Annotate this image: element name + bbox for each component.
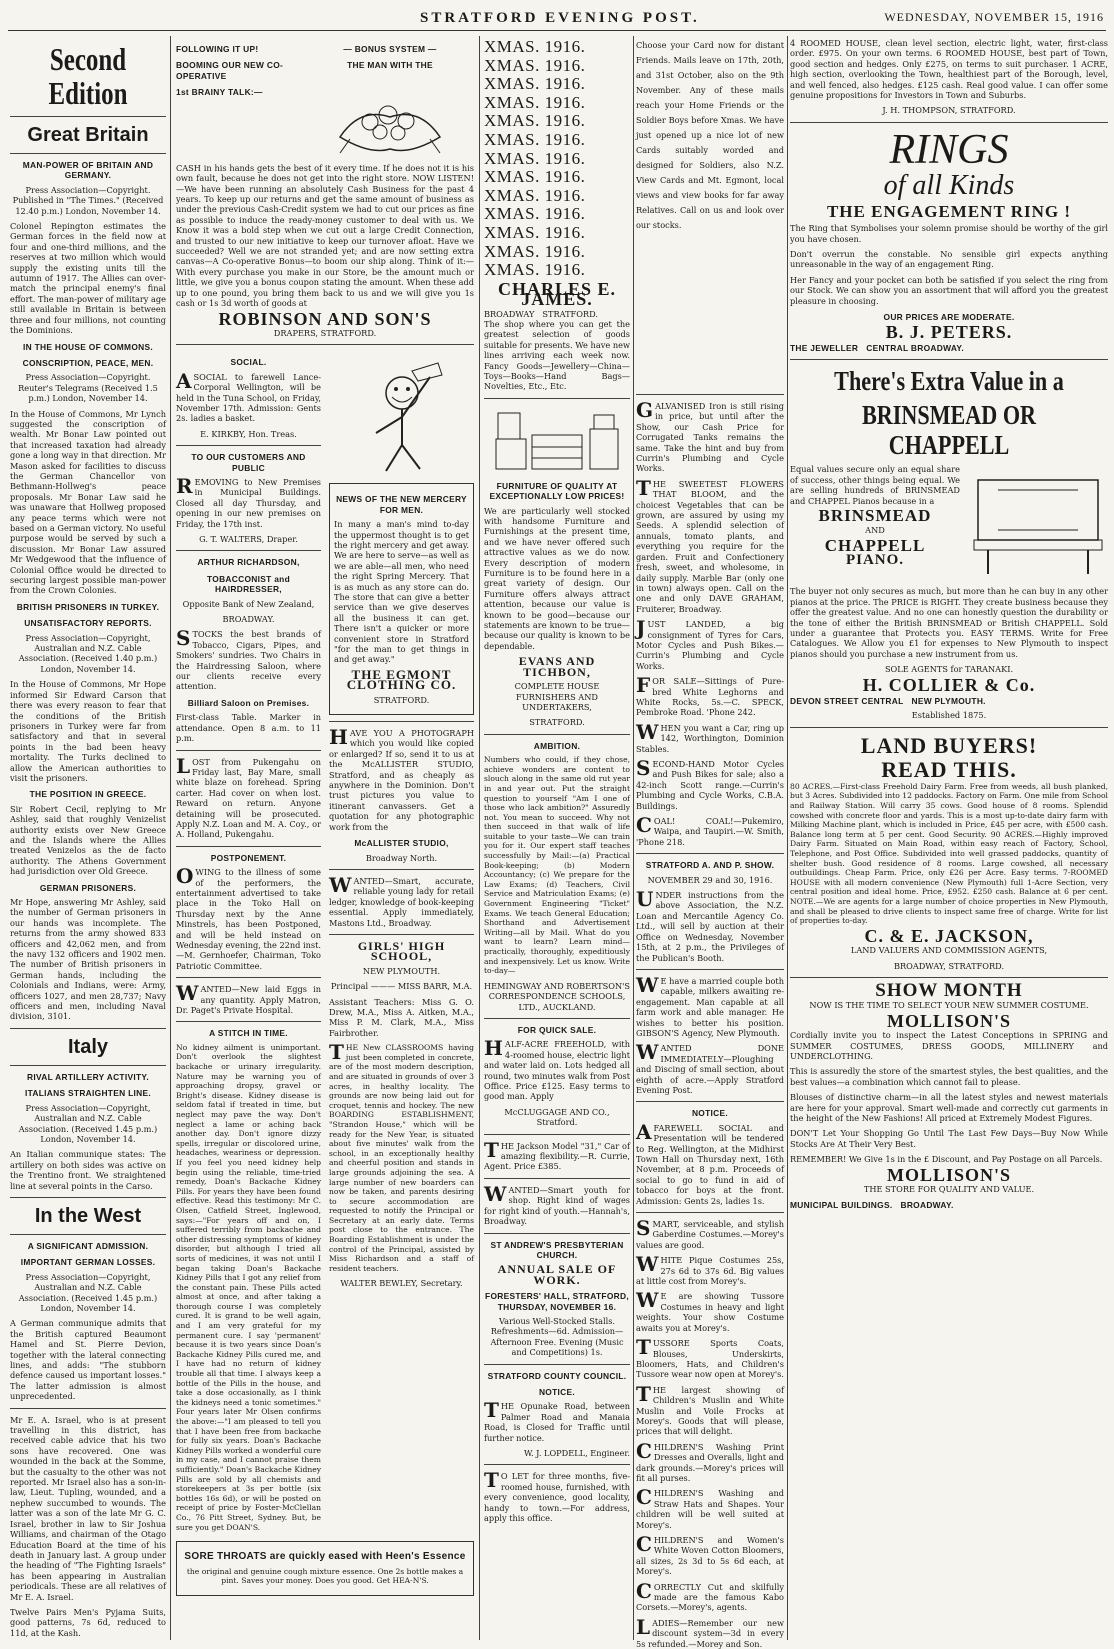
address: STRATFORD. <box>373 694 430 705</box>
classified: THE SWEETEST FLOWERS THAT BLOOM, and the choicest Vegetables that can be grown, are assured by using my Seeds. A splendid selection of annuals, tomato plants, and everything you require for the garden. Fruit and Confectionery fresh, sweet, and wholesome, in daily supply. Marble Bar (only one in town) always open. Call on the one and only DAVE GRAHAM, Fruiterer, Broadway. <box>636 475 784 614</box>
ad-heading: SORE THROATS are quickly eased with Heen's Essence <box>184 1551 466 1563</box>
headline: A STITCH IN TIME. <box>209 1028 288 1039</box>
divider <box>484 1233 630 1234</box>
classified: THE largest showing of Children's Muslin and White Muslin and Voile Frocks at Morey's. Goods that will please, prices that will delight. <box>636 1381 784 1437</box>
divider <box>329 869 474 870</box>
classified: TUSSORE Sports Coats, Blouses, Underskirts, Bloomers, Hats, and Children's Tussore wear now open at Morey's. <box>636 1335 784 1380</box>
divider <box>636 969 784 970</box>
address: CENTRAL BROADWAY. <box>866 342 964 353</box>
ad-body: First-class Table. Marker in attendance. Open 8 a.m. to 11 p.m. <box>176 712 321 744</box>
ad-body: This is assuredly the store of the smartest styles, the best qualities, and the best values—a combination which cannot fail to please. <box>790 1066 1108 1087</box>
ad-heading: NEWS OF THE NEW MERCERY FOR MEN. <box>336 494 467 515</box>
headline: THE POSITION IN GREECE. <box>29 789 147 800</box>
ad-body: Blouses of distinctive charm—in all the latest styles and newest materials are here for your approval. Smart well-made and correctly cut garments in the height of the New Fashions! All priced at Extremely Modest Figures. <box>790 1092 1108 1123</box>
classified: TO LET for three months, five-roomed house, furnished, with every convenience, good locality, handy to town.—For address, apply this office. <box>484 1468 630 1524</box>
divider <box>790 359 1108 360</box>
classified: CORRECTLY Cut and skilfully made are the famous Kabo Corsets.—Morey's, agents. <box>636 1578 784 1613</box>
rings-wordmark-sub: of all Kinds <box>883 169 1015 201</box>
ad-body: The Ring that Symbolises your solemn promise should be worthy of the girl you have chosen. <box>790 223 1108 244</box>
ad-heading: BRINSMEAD OR CHAPPELL <box>861 400 1037 461</box>
furniture-illustration <box>492 405 622 475</box>
ad-heading: THE MAN WITH THE <box>347 60 433 71</box>
article-body: Mr E. A. Israel, who is at present travelling in this district, has received cable advice that his two sons have recovered. One was wounded in the back at the Somme, but the casualty to the other was not reported. Mr Israel also has a son-in-law, Lieut. Tupling, wounded, and a nephew succumbed to wounds. The latter was a son of the late Mr G. C. Israel, brother in law to Sir Joshua Williams, and chairman of the Otago Education Board at the time of his death in January last. A group under the heading of "The Fighting Israels" has been appearing in Australian periodicals. These are all relatives of Mr E. A. Israel. <box>10 1414 166 1602</box>
notice-body: REMOVING to New Premises in Municipal Buildings. Closed all day Thursday, and opening in our new premises on Friday, the 17th inst. <box>176 473 321 529</box>
ad-heading: ANNUAL SALE OF WORK. <box>497 1262 617 1287</box>
address: BROADWAY. <box>900 1200 954 1211</box>
article-body: Colonel Repington estimates the German forces in the field now at four and one-third millions, and the reserves at two million which would supply the existing units till the autumn of 1917. The Allies can over-match the principal enemy's final effort. The man-power of military age still available in Britain is between three and four millions, not counting the Dominions. <box>10 221 166 336</box>
region-heading-great-britain: Great Britain <box>27 124 149 146</box>
headline: NOTICE. <box>691 1108 729 1119</box>
classified: THE Jackson Model "31," Car of amazing flexibility.—R. Currie, Agent. Price £385. <box>484 1137 630 1172</box>
classified: WHEN you want a Car, ring up 142, Worthington, Dominion Stables. <box>636 719 784 754</box>
ad-body: 80 ACRES.—First-class Freehold Dairy Farm. Free from weeds, all bush planked, but 3 Acres. Subdivided into 12 paddocks. Factory on Farm. One mile from School and Railway Station. Will carry 35 cows. Good house of 8 rooms. Splendid cowshed with concrete floor and yards. This is a most up-to-date dairy farm with Milking Machine plant, which is included in Price, £45 per acre, with £500 cash. Balance long term at 5 per cent. Good Security. 90 ACRES.—Highly improved Dairy Farm. Situated on Main Road, within easy reach of Factory, School, Telephone, and Post Office. Subdivided into well grassed paddocks, quantity of shelter bush. Good residence of 8 rooms. Large cowshed, all necessary outbuildings. Cheap Farm. Price, only £26 per Acre. Easy terms. 7-ROOMED HOUSE with all modern convenience (New Plymouth) full 1-Acre Section, very central position and ideal home. Price, £952. £250 cash. Balance at 6 per cent. NOTE.—We are agents for a large number of choice properties in New Plymouth, and shall be pleased to drive clients to inspect same free of charge. Write for list of properties to-day. <box>790 781 1108 926</box>
advertiser-name: GIRLS' HIGH SCHOOL, <box>357 938 446 964</box>
ad-body: Her Fancy and your pocket can both be satisfied if you select the ring from our Stock. We can show you an assortment that will afford you the greatest pleasure in choosing. <box>790 274 1108 306</box>
classified: SECOND-HAND Motor Cycles and Push Bikes for sale; also a 42-inch Scott range.—Currin's Plumbing and Cycle Works, C.B.A. Buildings. <box>636 756 784 811</box>
subheadline: IMPORTANT GERMAN LOSSES. <box>20 1257 156 1268</box>
divider <box>484 1134 630 1135</box>
ad-body: STOCKS the best brands of Tobacco, Cigars, Pipes, and Smokers' sundries. Two Chairs in the Hairdressing Saloon, where our clients receive every attention. <box>176 626 321 692</box>
headline: STRATFORD A. AND P. SHOW. <box>645 860 775 871</box>
xmas-line: XMAS. 1916. <box>484 167 586 187</box>
notice-body: THE Opunake Road, between Palmer Road and Manaia Road, is Closed for Traffic until further notice. <box>484 1398 630 1443</box>
ad-heading: Billiard Saloon on Premises. <box>187 697 310 708</box>
classified: GALVANISED Iron is still rising in price, but until after the Show, our Cash Price for Corrugated Tanks remains the same. Take the hint and buy from Currin's Plumbing and Cycle Works. <box>636 398 784 474</box>
divider <box>10 1028 166 1029</box>
divider <box>484 1464 630 1465</box>
column-divider <box>787 36 788 1640</box>
advertiser-name: McALLISTER STUDIO, <box>354 838 449 849</box>
advertiser-name: ARTHUR RICHARDSON, <box>197 557 300 568</box>
xmas-line: XMAS. 1916. <box>484 129 586 149</box>
notice-body: ASOCIAL to farewell Lance-Corporal Wellington, will be held in the Tuna School, on Friday, November 17th. Admission: Gents 2s. ladies a basket. <box>176 368 322 424</box>
divider <box>10 153 166 154</box>
classified: CHILDREN'S and Women's White Woven Cotton Bloomers, all sizes, 2s 3d to 5s 6d each, at Morey's. <box>636 1532 784 1577</box>
ad-subheading: SOLE AGENTS for TARANAKI. <box>884 664 1014 675</box>
region-heading-west: In the West <box>34 1204 142 1227</box>
article-body: In the House of Commons, Mr Lynch suggested the conscription of wealth. Mr Bonar Law pointed out that increased taxation had already gone a long way in that direction. Mr Mason asked for facilities to discuss the German Chancellor von Bethmann-Hollweg's peace proposals. Mr Bonar Law said he was unaware that Hollweg proposed any peace terms which were not based on a German victory. No useful purpose would be served by such a discussion. Mr Bonar Law assured Mr Wedgewood that the influence of Colonial Office would be directed to securing largest possible man-power from the Crown Colonies. <box>10 408 166 596</box>
signature: E. KIRKBY, Hon. Treas. <box>200 428 297 439</box>
divider <box>176 750 321 751</box>
address: STRATFORD. <box>529 717 585 728</box>
signature: WALTER BEWLEY, Secretary. <box>340 1278 463 1289</box>
credit-line: Press Association—Copyright, Australian and N.Z. Cable Association. (Received 1.45 p.m.) London, November 14. <box>18 1271 158 1313</box>
article-body: Sir Robert Cecil, replying to Mr Ashley, said that roughly Venizelist authority exists over New Greece and the Islands where the Allies treated Venizelos as the de facto authority. The Athens Government had jurisdiction over Old Greece. <box>10 803 166 877</box>
xmas-line: XMAS. 1916. <box>484 204 586 224</box>
divider <box>176 550 321 551</box>
region-heading-italy: Italy <box>67 1035 109 1058</box>
advertiser-name: CHARLES E. JAMES. <box>497 278 617 310</box>
show-dates: NOVEMBER 29 and 30, 1916. <box>647 874 773 885</box>
subheadline: UNSATISFACTORY REPORTS. <box>24 618 152 629</box>
classified: CHILDREN'S Washing and Straw Hats and Shapes. Your children will be well suited at Morey's. <box>636 1485 784 1530</box>
ad-body: DON'T Let Your Shopping Go Until The Last Few Days—Buy Now While Stocks Are At Their Very Best. <box>790 1128 1108 1149</box>
ad-heading: READ THIS. <box>881 756 1017 782</box>
divider <box>10 1197 166 1198</box>
address: Broadway North. <box>365 852 438 863</box>
classified: WE have a married couple both capable, milkers awaiting re-engagement. Man capable at all farm work and able manager. He wishes to better his position. GIBSON'S Agency, New Plymouth. <box>636 972 784 1038</box>
divider <box>636 1212 784 1213</box>
signature: J. H. THOMPSON, STRATFORD. <box>882 105 1016 116</box>
article-body: Mr Hope, answering Mr Ashley, said the number of German prisoners in our hands was incomplete. The returns from the army showed 833 officers and 42,062 men, and from the navy 132 officers and 1902 men. The number of British prisoners in German hands, including the Colonials and Indians, were: Army, officers 1027, and men 28,737; Navy officers and men, including Naval division, 3101. <box>10 897 166 1022</box>
edition-banner: Second Edition <box>48 41 128 111</box>
signature: G. T. WALTERS, Draper. <box>199 534 298 544</box>
classified: WHITE Pique Costumes 25s, 27s 6d to 37s 6d. Big values at little cost from Morey's. <box>636 1252 784 1287</box>
classified: LOST from Pukengahu on Friday last, Bay Mare, small white blaze on forehead. Spring carter. Had cover on when lost. Reward on return. Anyone detaining will be prosecuted. Apply N.Z. Loan and M. A. Coy., or A. Holland, Pukengahu. <box>176 753 321 840</box>
column-divider <box>633 36 634 1640</box>
classified: WANTED—Smart, accurate, reliable young lady for retail ledger, knowledge of book-keeping essential. Apply immediately, Mastons Ltd., Broadway. <box>329 872 474 928</box>
xmas-line: XMAS. 1916. <box>484 55 586 75</box>
address: NEW PLYMOUTH. <box>362 965 441 976</box>
advertiser-sub: LAND VALUERS AND COMMISSION AGENTS, <box>850 945 1048 956</box>
sore-throat-advert <box>176 1541 474 1596</box>
ad-body: No kidney ailment is unimportant. Don't overlook the slightest backache or urinary irregularity. Nature may be warning you of approaching dropsy, gravel or Bright's disease. Kidney disease is seldom fatal if treated in time, but neglect may pave the way. Don't neglect a lame or aching back another day. Don't ignore dizzy spells, irregular or discolored urine, headaches, weariness or depression. If you feel you need kidney help begin using the reliable, time-tried remedy, Doan's Backache Kidney Pills. For years they have been found effective. Read this testimony: Mr C. Olsen, Catfield Street, Inglewood, says:—"For years off and on, I suffered terribly from backache and other distressing symptoms of kidney disorder, but although I tried all sorts of medicines, it was not until I began taking Doan's Backache Kidney Pills that I got any relief from the constant pain. These Pills acted almost at once, and after taking a thorough course I was completely cured. It is grand to be well again, and I am very grateful for my permanent cure. I say 'permanent' because it is two years since Doan's Backache Kidney Pills cured me, and I have had no return of kidney trouble all that time. I always keep a bottle of the Pills in the house, and take a dose occasionally, as I think the kidneys need a tonic sometimes." Four years later Mr Olsen confirms the above:—"I am pleased to tell you that I have been free from backache for fully six years. Doan's Backache Kidney Pills worked a wonderful cure in my case, and I cannot praise them sufficiently." Doan's Backache Kidney Pills are sold by all chemists and storekeepers at 3s per bottle (six bottles 16s 6d), or will be posted on receipt of price by Foster-McClellan Co., 76 Pitt Street, Sydney. But, be sure you get DOAN'S. <box>176 1042 321 1532</box>
subheadline: ITALIANS STRAIGHTEN LINE. <box>25 1088 151 1099</box>
advertiser-sub: TOBACCONIST and HAIRDRESSER, <box>207 573 290 595</box>
notice-body: UNDER instructions from the above Association, the N.Z. Loan and Mercantile Agency Co. Ltd., will sell by auction at their Office on Wednesday, November 15th, at 2 p.m., the Privileges of the Publican's Booth. <box>636 887 784 963</box>
subheadline: FORESTERS' HALL, STRATFORD, THURSDAY, NOVEMBER 16. <box>485 1291 629 1312</box>
ad-body: the original and genuine cough mixture essence. One 2s bottle makes a pint. Saves your money. Does you good. Get HEA-N'S. <box>186 1566 464 1586</box>
ad-subheading: OUR PRICES ARE MODERATE. <box>883 312 1015 323</box>
advertiser-name: HEMINGWAY AND ROBERTSON'S CORRESPONDENCE SCHOOLS, LTD., AUCKLAND. <box>484 980 630 1012</box>
divider <box>10 1065 166 1066</box>
notice-body: AFAREWELL SOCIAL and Presentation will be tendered to Reg. Wellington, at the Midhirst Town Hall on Thursday next, 16th November, at 8 p.m. Proceeds of social to go to fund in aid of tobacco for boys at the front. Admission: Gents 2s, ladies 1s. <box>636 1119 784 1206</box>
ad-subheading: NOW IS THE TIME TO SELECT YOUR NEW SUMMER COSTUME. <box>809 1000 1089 1011</box>
ad-heading: — BONUS SYSTEM — <box>343 44 437 54</box>
ad-heading: FURNITURE OF QUALITY AT EXCEPTIONALLY LOW PRICES! <box>489 480 625 502</box>
ad-body: THE New CLASSROOMS having just been completed in concrete, are of the most modern description, and are situated in grounds of over 3 acres, in healthy locality. The grounds are now being laid out for croquet, tennis and hockey. The new BOARDING ESTABLISHMENT, "Strandon House," which will be ready for the New Year, is situated about five minutes' walk from the school, in an exceptionally healthy and cheerful position and stands in large grounds adjoining the sea. A large number of new boarders can now be taken, and parents desiring to secure accommodation are requested to notify the Principal or Secretary at an early date. Terms post close to the entrance. The Boarding Establishment is under the control of the Principal, assisted by Miss Richardson and a staff of resident teachers. <box>329 1040 474 1273</box>
headline: AMBITION. <box>533 740 581 751</box>
classified: WE are showing Tussore Costumes in heavy and light weights. Your show Costume awaits you at Morey's. <box>636 1288 784 1333</box>
divider <box>636 853 784 854</box>
classified: CHILDREN'S Washing Print Dresses and Overalls, light and dark grounds.—Morey's prices will fit all purses. <box>636 1438 784 1483</box>
xmas-line: XMAS. 1916. <box>484 185 586 205</box>
divider <box>484 1178 630 1179</box>
advertiser-sub: THE STORE FOR QUALITY AND VALUE. <box>863 1184 1035 1194</box>
signature: W. J. LOPDELL, Engineer. <box>523 1448 630 1458</box>
column-news <box>10 38 166 1640</box>
address: DEVON STREET CENTRAL <box>790 695 904 706</box>
ad-heading: THE ENGAGEMENT RING ! <box>826 201 1072 221</box>
newspaper-title: STRATFORD EVENING POST. <box>420 10 700 26</box>
classified: WANTED DONE IMMEDIATELY—Ploughing and Discing of small section, about eighth of acre.—Apply Stratford Evening Post. <box>636 1040 784 1095</box>
divider <box>484 734 630 735</box>
divider <box>10 1408 166 1409</box>
staff-line: Assistant Teachers: Miss G. O. Drew, M.A., Miss A. Aitken, M.A., Miss P. M. Clark, M.A., Miss Fairbrother. <box>329 996 474 1038</box>
column-divider <box>170 36 171 1640</box>
credit-line: Press Association—Copyright, Australian and N.Z. Cable Association. (Received 1.40 p.m.) London, November 14. <box>18 632 158 674</box>
issue-date: WEDNESDAY, NOVEMBER 15, 1916 <box>884 10 1104 24</box>
xmas-line: XMAS. 1916. <box>484 222 586 242</box>
advertiser-sub: THE JEWELLER <box>790 342 859 353</box>
headline: FOR QUICK SALE. <box>517 1025 597 1035</box>
ad-body: 4 ROOMED HOUSE, clean level section, electric light, water, first-class order. £975. On your own terms. 6 ROOMED HOUSE, best part of Town, good section and hedges. Only £275, on terms to suit purchaser. 1 ACRE, high section, overlooking the Town, healthiest part of the Borough, level, and well fenced, also hedges. £125 cash. Real good value. I can offer some genuine propositions for Investors in Town and Suburbs. <box>790 38 1108 101</box>
address: BROADWAY. <box>222 614 275 625</box>
advertiser-name: ROBINSON AND SON'S <box>218 308 432 329</box>
ad-body: Equal values secure only an equal share of success, other things being equal. We are selling hundreds of BRINSMEAD and CHAPPEL Pianos because in a <box>790 464 960 506</box>
classified: JUST LANDED, a big consignment of Tyres for Cars, Motor Cycles and Push Bikes.—Currin's Plumbing and Cycle Works. <box>636 616 784 671</box>
address: MUNICIPAL BUILDINGS. <box>790 1200 893 1211</box>
divider <box>329 721 474 722</box>
divider <box>484 1364 630 1365</box>
headline: BRITISH PRISONERS IN TURKEY. <box>16 601 160 612</box>
signature: McCLUGGAGE AND CO., Stratford. <box>504 1106 610 1128</box>
address: BROADWAY, STRATFORD. <box>893 960 1005 971</box>
divider <box>176 344 474 345</box>
classified: COAL! COAL!—Pukemiro, Waipa, and Taupiri.—W. Smith, 'Phone 218. <box>636 813 784 847</box>
credit-line: Press Association—Copyright. Reuter's Telegrams (Received 1.5 p.m.) London, November 14. <box>18 372 158 404</box>
advertiser-name: MOLLISON'S <box>886 1164 1012 1185</box>
classified: LADIES—Remember our new discount system—3d in every 5s refunded.—Morey and Son. <box>636 1614 784 1649</box>
ad-body: Don't overrun the constable. No sensible girl expects anything unreasonable in the way of an engagement Ring. <box>790 249 1108 270</box>
advertiser-name: THE EGMONT CLOTHING CO. <box>346 666 457 693</box>
classified: WANTED—New laid Eggs in any quantity. Apply Matron, Dr. Paget's Private Hospital. <box>176 981 321 1016</box>
masthead-rule <box>8 30 1106 31</box>
address: Opposite Bank of New Zealand, <box>182 598 315 609</box>
divider <box>636 394 784 395</box>
advertiser-name: C. & E. JACKSON, <box>864 925 1034 946</box>
advert-line: Twelve Pairs Men's Pyjama Suits, good patterns, 7s 6d, reduced to 11d, at the Kash. <box>10 1606 166 1638</box>
headline: GERMAN PRISONERS. <box>39 882 137 893</box>
address: STRATFORD. <box>542 308 598 319</box>
xmas-line: XMAS. 1916. <box>484 260 586 280</box>
divider <box>176 445 321 446</box>
hands-full-of-coins-illustration <box>330 77 450 157</box>
divider <box>176 846 321 847</box>
headline: STRATFORD COUNTY COUNCIL. <box>487 1370 627 1381</box>
subheadline: NOTICE. <box>538 1386 576 1397</box>
established-line: Established 1875. <box>911 710 987 721</box>
headline: A SIGNIFICANT ADMISSION. <box>27 1240 149 1251</box>
divider <box>790 122 1108 123</box>
headline: ST ANDREW'S PRESBYTERIAN CHURCH. <box>490 1239 624 1260</box>
classified: FOR SALE—Sittings of Pure-bred White Leghorns and White Rocks, 5s.—C. SPECK, Pembroke Road. 'Phone 242. <box>636 673 784 718</box>
conjunction: AND <box>865 525 885 536</box>
column-adverts-1 <box>176 38 474 1640</box>
article-body: A German communique admits that the British captured Beaumont Hamel and St. Pierre Devion, together with the lateral connecting lines, and adds: "The stubborn defence caused us important losses." The latter admission is almost unprecedented. <box>10 1318 166 1402</box>
headline: TO OUR CUSTOMERS AND PUBLIC <box>191 452 306 473</box>
notice-body: Various Well-Stocked Stalls. Refreshments—6d. Admission—Afternoon Free. Evening (Music and Competitions) 1s. <box>490 1315 624 1358</box>
ad-heading: BOOMING OUR NEW CO-OPERATIVE <box>176 60 284 81</box>
ad-body: Cordially invite you to inspect the Latest Conceptions in SPRING and SUMMER COSTUMES, DRESS GOODS, MILLINERY and UNDERCLOTHING. <box>790 1030 1108 1061</box>
column-classifieds <box>636 38 784 1649</box>
xmas-line: XMAS. 1916. <box>484 92 586 112</box>
ad-body: In many a man's mind to-day the uppermost thought is to get the right mercery and get away. We are here to serve—as well as we are able—all men, who need the right Spring Mercery. That is as much as any store can do. The store that can give a better service than we give deserves all the business it can get. There isn't a quicker or more convenient store in Stratford "for the man to get things in and get away." <box>334 519 469 665</box>
divider <box>176 977 321 978</box>
column-divider <box>479 36 480 1640</box>
ad-body: We are particularly well stocked with handsome Furniture and Furnishings at the present time, and we have never offered such attractive values as we do now. Every description of modern Furniture is to be found here in a great variety of design. Our Furniture offers always attract attention, because our value is known to be good—because our statements are known to be true—because our quality is known to be dependable. <box>484 505 630 651</box>
headline: RIVAL ARTILLERY ACTIVITY. <box>27 1071 149 1082</box>
divider <box>636 1101 784 1102</box>
divider <box>176 1021 321 1022</box>
ad-body: Numbers who could, if they chose, achieve wonders are content to slouch along in the same old rut year in and year out. Put the straight question to yourself "Am I one of those who lack ambition?" Assuredly not. You mean to succeed. Why not then succeed in that walk of life suitable to your taste—We can train you for it. Our expert staff teaches successfully by Mail:—(a) Practical Book-keeping; (b) Modern Accountancy; (c) We prepare for the Law Exams; (d) Teachers, Civil Service and Matriculation Exams; (e) Government Engineering "Ticket" Exams. We teach General Education; Shorthand and Advertisement Writing—all by Mail. What do you want to learn? Learn mind—practically, thoroughly, expeditiously and inexpensively. Let us know. Write to-day— <box>484 755 630 976</box>
headline: SOCIAL. <box>230 357 267 368</box>
divider <box>10 1234 166 1235</box>
advertiser-sub: COMPLETE HOUSE FURNISHERS AND UNDERTAKERS, <box>514 681 600 712</box>
xmas-line: XMAS. 1916. <box>484 148 586 168</box>
ad-body: Choose your Card now for distant Friends. Mails leave on 17th, 20th, and 31st October, also on the 9th November. Any of these mails reach your Home Friends or the Soldier Boys before Xmas. We have just opened up a nice lot of new Cards suitably worded and designed for Soldiers, also N.Z. View Cards and Mt. Egmont, local views and view books for far away Relatives. Call on us and look over our stocks. <box>636 40 784 230</box>
advertiser-name: EVANS AND TICHBON, <box>518 654 596 679</box>
xmas-1916-block <box>484 38 630 280</box>
classified: SMART, serviceable, and stylish Gaberdine Costumes.—Morey's values are good. <box>636 1216 784 1250</box>
mercery-advert <box>329 483 474 715</box>
subheadline: CONSCRIPTION, PEACE, MEN. <box>22 357 154 368</box>
xmas-line: XMAS. 1916. <box>484 111 586 131</box>
xmas-line: XMAS. 1916. <box>484 241 586 261</box>
xmas-line: XMAS. 1916. <box>484 37 586 56</box>
ad-body: REMEMBER! We Give 1s in the £ Discount, and Pay Postage on all Parcels. <box>790 1154 1103 1165</box>
ad-heading: LAND BUYERS! <box>860 732 1038 758</box>
column-adverts-2 <box>484 38 630 1640</box>
brand-name: PIANO. <box>845 552 905 569</box>
credit-line: Press Association—Copyright, Australian and N.Z. Cable Association. (Received 1.45 p.m.) London, November 14. <box>18 1102 158 1144</box>
notice-body: OWING to the illness of some of the performers, the entertainment advertised to take place in the Toko Hall on Thursday next by the Anne Minstrels, has been Postponed, and will be held instead on Wednesday evening, the 22nd inst.—M. Gernhoefer, Chairman, Toko Patriotic Committee. <box>176 864 321 971</box>
address: BROADWAY <box>484 308 535 319</box>
divider <box>790 977 1108 978</box>
cheering-man-cartoon-illustration <box>342 357 462 477</box>
upright-piano-illustration <box>968 470 1108 580</box>
advertiser-name: B. J. PETERS. <box>885 321 1013 342</box>
advertiser-name: H. COLLIER & Co. <box>862 674 1036 695</box>
headline: POSTPONEMENT. <box>210 852 287 863</box>
ad-heading: There's Extra Value in a <box>834 366 1064 397</box>
classified: HALF-ACRE FREEHOLD, with 4-roomed house, electric light and water laid on. Lots hedged all round, two minutes walk from Post Office. Price £125. Easy terms to good man. Apply <box>484 1036 630 1102</box>
column-display-ads <box>790 38 1108 1640</box>
brand-name: CHAPPELL <box>824 535 926 555</box>
ad-heading: SHOW MONTH <box>875 979 1023 1001</box>
article-body: In the House of Commons, Mr Hope informed Sir Edward Carson that there was every reason to fear that the conditions of the British prisoners in Turkey were far from satisfactory and that in several points in the bad been heavy mortality. The Turks declined to allow the American authorities to visit the prisoners. <box>10 679 166 783</box>
divider <box>10 116 166 117</box>
rings-wordmark: RINGS <box>889 126 1009 173</box>
ad-heading: 1st BRAINY TALK:— <box>176 87 263 98</box>
divider <box>329 934 474 935</box>
masthead <box>0 0 1114 30</box>
advertiser-name: MOLLISON'S <box>886 1010 1012 1031</box>
divider <box>484 1018 630 1019</box>
advertiser-sub: DRAPERS, STRATFORD. <box>273 327 377 338</box>
ad-heading: FOLLOWING IT UP! <box>176 44 259 54</box>
address: NEW PLYMOUTH. <box>911 695 986 706</box>
principal-line: Principal ——— MISS BARR, M.A. <box>330 981 473 992</box>
brand-name: BRINSMEAD <box>818 505 932 525</box>
xmas-line: XMAS. 1916. <box>484 74 586 94</box>
spacer <box>636 238 784 388</box>
ad-body: The shop where you can get the greatest selection of goods suitable for presents. We have new lines arriving each week now. Fancy Goods—Jewellery—China—Toys—Books—Hand Bags—Novelties, Etc., Etc. <box>484 318 630 392</box>
credit-line: Press Association—Copyright. Published in "The Times." (Received 12.40 p.m.) London, November 14. <box>12 184 164 216</box>
headline: IN THE HOUSE OF COMMONS. <box>22 341 154 352</box>
classified: WANTED—Smart youth for shop. Right kind of wages for right kind of youth.—Hannah's, Broadway. <box>484 1181 630 1227</box>
article-body: An Italian communique states: The artillery on both sides was active on the Trentino front. We straightened line at several points in the Carso. <box>10 1149 166 1191</box>
ad-body: The buyer not only secures as much, but more than he can buy in any other pianos at the price. The PRICE is RIGHT. They create business because they offer the greatest value. And no one can honestly question the durability or the tone of either the British BRINSMEAD or British CHAPPELL. Sold under a guarantee that Protects you. EASY TERMS. Write for Free Catalogues. We Allow you £1 for expenses to New Plymouth to inspect pianos should you purchase a new instrument from us. <box>790 586 1108 659</box>
ad-body: CASH in his hands gets the best of it every time. If he does not it is his own fault, because he does not get into the right store. NOW LISTEN!—We have been running an absolutely Cash Business for the past 4 years. To keep up our returns and get the same amount of business as under the previous Cash-Credit system we had to cut our prices as fine as possible to induce the ready-money customer to deal with us. We Know it was a bold step when we cut out a large Credit Connection, and trusted to our new initiative to keep our turnover afloat. Have we succeeded? Well we are not stranded yet; and are now setting extra canvas—A Co-operative Bonus—to boom our ship along. Think of it:—With every purchase you make in our Store, be the amount much or little, we give you a bonus coupon stating the amount. When these add up to one pound, you bring them back to us and we will give you 1s cash or 1s 3d worth of goods at <box>176 162 474 309</box>
headline: MAN-POWER OF BRITAIN AND GERMANY. <box>22 160 154 181</box>
ad-body: HAVE YOU A PHOTOGRAPH which you would like copied or enlarged? If so, send it to us at the McALLISTER STUDIO, Stratford, and as cheaply as anywhere in the Dominion. Don't trust pictures you value to itinerant canvassers. Get a quotation for any photographic work from the <box>329 725 474 832</box>
divider <box>484 398 630 399</box>
divider <box>790 727 1108 728</box>
